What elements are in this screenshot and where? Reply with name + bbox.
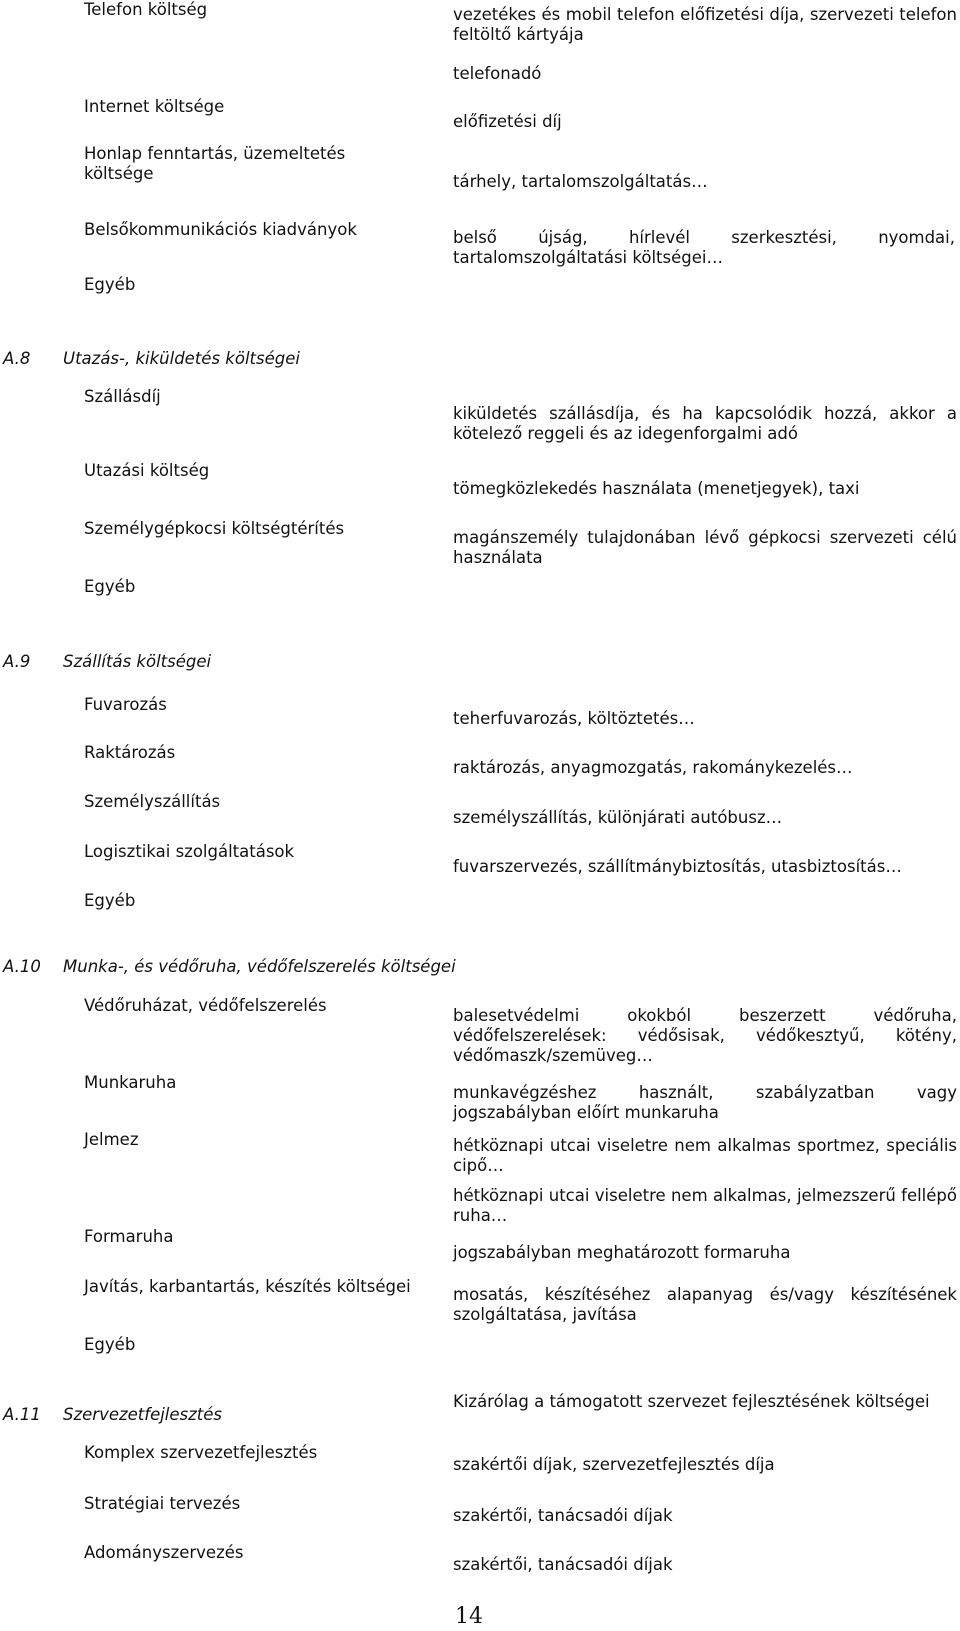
item-raktarozas: Raktározás — [84, 743, 176, 762]
item-egyeb-a9: Egyéb — [84, 891, 136, 910]
desc-szervezetfejlesztes: Kizárólag a támogatott szervezet fejlesztésének költségei — [453, 1392, 930, 1411]
item-adomanyszervezes: Adományszervezés — [84, 1543, 244, 1562]
desc-telefon: vezetékes és mobil telefon előfizetési díja, szervezeti telefon feltöltő kártyája — [453, 5, 957, 44]
desc-szallasdij: kiküldetés szállásdíja, és ha kapcsolódik hozzá, akkor a kötelező reggeli és az idegenforgalmi adó — [453, 404, 957, 443]
section-number-a10: A.10 — [3, 957, 41, 976]
item-szemelygepkocsi: Személygépkocsi költségtérítés — [84, 519, 345, 538]
desc-telefonado: telefonadó — [453, 64, 542, 83]
page-number: 14 — [455, 1604, 483, 1629]
desc-utazasi-koltseg: tömegközlekedés használata (menetjegyek), taxi — [453, 479, 860, 498]
item-fuvarozas: Fuvarozás — [84, 695, 167, 714]
desc-fuvarozas: teherfuvarozás, költöztetés… — [453, 709, 695, 728]
desc-formaruha: jogszabályban meghatározott formaruha — [453, 1243, 791, 1262]
section-number-a11: A.11 — [3, 1405, 41, 1424]
desc-szemelygepkocsi: magánszemély tulajdonában lévő gépkocsi szervezeti célú használata — [453, 528, 957, 567]
desc-javitas: mosatás, készítéséhez alapanyag és/vagy készítésének szolgáltatása, javítása — [453, 1285, 957, 1324]
item-belsokommunikacio: Belsőkommunikációs kiadványok — [84, 220, 357, 239]
item-formaruha: Formaruha — [84, 1227, 174, 1246]
desc-logisztika: fuvarszervezés, szállítmánybiztosítás, utasbiztosítás… — [453, 857, 902, 876]
item-szemelyszallitas: Személyszállítás — [84, 792, 221, 811]
desc-szemelyszallitas: személyszállítás, különjárati autóbusz… — [453, 808, 783, 827]
section-number-a8: A.8 — [3, 349, 31, 368]
section-title-a8: Utazás-, kiküldetés költségei — [63, 349, 300, 368]
item-utazasi-koltseg: Utazási költség — [84, 461, 210, 480]
desc-jelmez-2: hétköznapi utcai viseletre nem alkalmas, jelmezszerű fellépő ruha… — [453, 1186, 957, 1225]
item-egyeb-a10: Egyéb — [84, 1335, 136, 1354]
item-szallasdij: Szállásdíj — [84, 387, 161, 406]
item-telefon: Telefon költség — [84, 0, 208, 19]
section-title-a11: Szervezetfejlesztés — [63, 1405, 223, 1424]
item-internet: Internet költsége — [84, 97, 225, 116]
item-egyeb-a8: Egyéb — [84, 577, 136, 596]
desc-adomanyszervezes: szakértői, tanácsadói díjak — [453, 1555, 673, 1574]
section-title-a10: Munka-, és védőruha, védőfelszerelés költségei — [63, 957, 456, 976]
desc-belsokommunikacio-2: tartalomszolgáltatási költségei… — [453, 248, 723, 267]
item-munkaruha: Munkaruha — [84, 1073, 177, 1092]
section-number-a9: A.9 — [3, 652, 31, 671]
desc-strategiai: szakértői, tanácsadói díjak — [453, 1506, 673, 1525]
item-komplex: Komplex szervezetfejlesztés — [84, 1443, 318, 1462]
item-jelmez: Jelmez — [84, 1130, 139, 1149]
item-javitas: Javítás, karbantartás, készítés költségei — [84, 1277, 411, 1296]
item-honlap: Honlap fenntartás, üzemeltetés költsége — [84, 144, 346, 183]
desc-internet: előfizetési díj — [453, 112, 562, 131]
desc-jelmez-1: hétköznapi utcai viseletre nem alkalmas sportmez, speciális cipő… — [453, 1136, 957, 1175]
item-vedoruhazat: Védőruházat, védőfelszerelés — [84, 996, 327, 1015]
item-logisztika: Logisztikai szolgáltatások — [84, 842, 295, 861]
desc-honlap: tárhely, tartalomszolgáltatás… — [453, 172, 708, 191]
desc-belsokommunikacio-1: belső újság, hírlevél szerkesztési, nyomdai, — [453, 228, 955, 247]
desc-raktarozas: raktározás, anyagmozgatás, rakománykezelés… — [453, 758, 853, 777]
item-egyeb-top: Egyéb — [84, 275, 136, 294]
desc-komplex: szakértői díjak, szervezetfejlesztés díja — [453, 1455, 775, 1474]
desc-munkaruha: munkavégzéshez használt, szabályzatban vagy jogszabályban előírt munkaruha — [453, 1083, 957, 1122]
desc-vedoruhazat: balesetvédelmi okokból beszerzett védőruha, védőfelszerelések: védősisak, védőkesztyű, kötény, védőmaszk/szemüveg… — [453, 1006, 957, 1065]
item-strategiai: Stratégiai tervezés — [84, 1494, 241, 1513]
section-title-a9: Szállítás költségei — [63, 652, 212, 671]
